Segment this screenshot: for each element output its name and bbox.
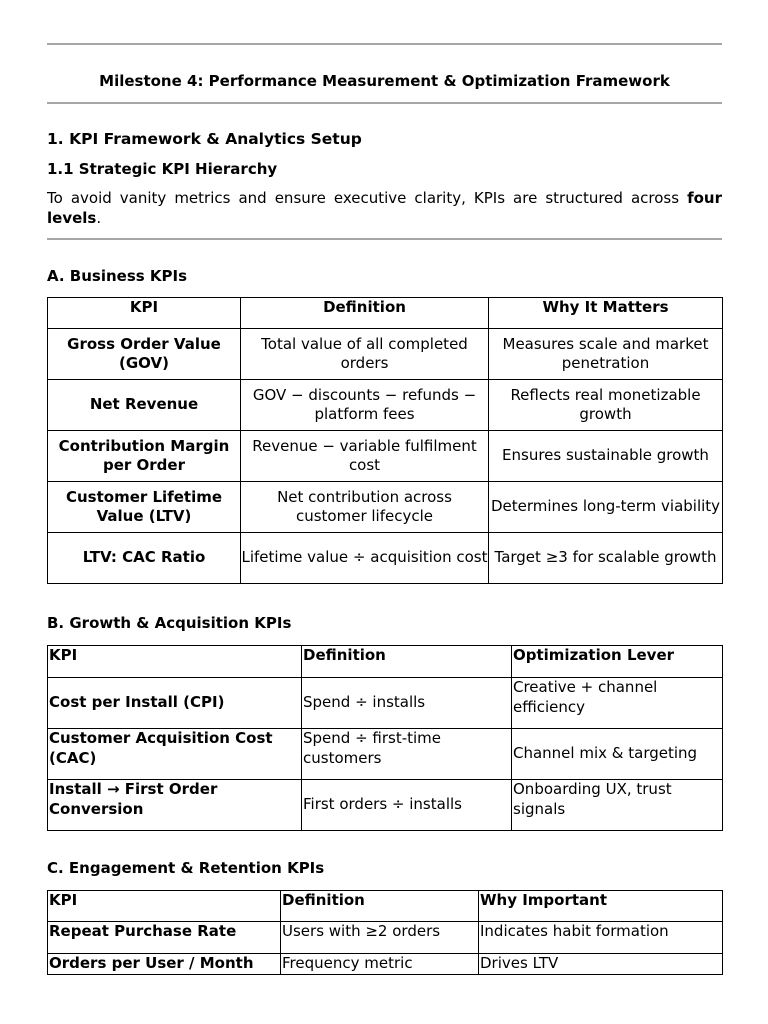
intro-end: . [96, 208, 102, 227]
definition-cell: Spend ÷ installs [302, 678, 512, 729]
business-kpis-table [47, 297, 723, 584]
table-header-row [48, 298, 723, 329]
page-title: Milestone 4: Performance Measurement & Optimization Framework [99, 72, 670, 90]
lever-cell: Onboarding UX, trust signals [512, 780, 723, 831]
subsection-heading: 1.1 Strategic KPI Hierarchy [47, 160, 278, 178]
table-row [48, 678, 723, 729]
kpi-cell: Repeat Purchase Rate [48, 922, 281, 954]
kpi-cell: Customer Lifetime Value (LTV) [48, 482, 241, 533]
intro-bold-text: four levels [47, 189, 722, 227]
kpi-cell: Orders per User / Month [48, 954, 281, 975]
growth-kpis-heading: B. Growth & Acquisition KPIs [47, 614, 292, 632]
kpi-cell: Net Revenue [48, 380, 241, 431]
business-kpis-heading: A. Business KPIs [47, 267, 188, 285]
intro-paragraph [47, 189, 722, 228]
kpi-cell: Gross Order Value (GOV) [48, 329, 241, 380]
column-header: Definition [302, 646, 512, 678]
table-header-row [48, 646, 723, 678]
table-row [48, 780, 723, 831]
definition-cell: Frequency metric [281, 954, 479, 975]
kpi-cell: LTV: CAC Ratio [48, 533, 241, 584]
column-header: KPI [48, 646, 302, 678]
definition-cell: Revenue − variable fulfilment cost [241, 431, 489, 482]
table-row [48, 329, 723, 380]
why-cell: Indicates habit formation [479, 922, 723, 954]
column-header: Why Important [479, 891, 723, 922]
kpi-cell: Cost per Install (CPI) [48, 678, 302, 729]
column-header: KPI [48, 891, 281, 922]
lever-cell: Creative + channel efficiency [512, 678, 723, 729]
title-divider [47, 102, 722, 104]
table-row [48, 431, 723, 482]
column-header: Why It Matters [489, 298, 723, 329]
why-cell: Drives LTV [479, 954, 723, 975]
table-row [48, 922, 723, 954]
intro-text: To avoid vanity metrics and ensure executive clarity, KPIs are structured across [47, 189, 688, 207]
definition-cell: Total value of all completed orders [241, 329, 489, 380]
why-cell: Determines long-term viability [489, 482, 723, 533]
table-row [48, 533, 723, 584]
table-row [48, 729, 723, 780]
table-header-row [48, 891, 723, 922]
column-header: Definition [281, 891, 479, 922]
engagement-kpis-table [47, 890, 723, 975]
definition-cell: Net contribution across customer lifecycle [241, 482, 489, 533]
why-cell: Target ≥3 for scalable growth [489, 533, 723, 584]
column-header: KPI [48, 298, 241, 329]
table-row [48, 380, 723, 431]
definition-cell: GOV − discounts − refunds − platform fees [241, 380, 489, 431]
table-row [48, 954, 723, 975]
why-cell: Reflects real monetizable growth [489, 380, 723, 431]
growth-kpis-table [47, 645, 723, 831]
intro-divider [47, 238, 722, 240]
definition-cell: Spend ÷ first-time customers [302, 729, 512, 780]
kpi-cell: Install → First Order Conversion [48, 780, 302, 831]
why-cell: Ensures sustainable growth [489, 431, 723, 482]
kpi-cell: Customer Acquisition Cost (CAC) [48, 729, 302, 780]
column-header: Optimization Lever [512, 646, 723, 678]
column-header: Definition [241, 298, 489, 329]
lever-cell: Channel mix & targeting [512, 729, 723, 780]
definition-cell: First orders ÷ installs [302, 780, 512, 831]
kpi-cell: Contribution Margin per Order [48, 431, 241, 482]
definition-cell: Users with ≥2 orders [281, 922, 479, 954]
section-heading: 1. KPI Framework & Analytics Setup [47, 130, 362, 148]
why-cell: Measures scale and market penetration [489, 329, 723, 380]
engagement-kpis-heading: C. Engagement & Retention KPIs [47, 859, 325, 877]
definition-cell: Lifetime value ÷ acquisition cost [241, 533, 489, 584]
table-row [48, 482, 723, 533]
top-divider [47, 43, 722, 45]
